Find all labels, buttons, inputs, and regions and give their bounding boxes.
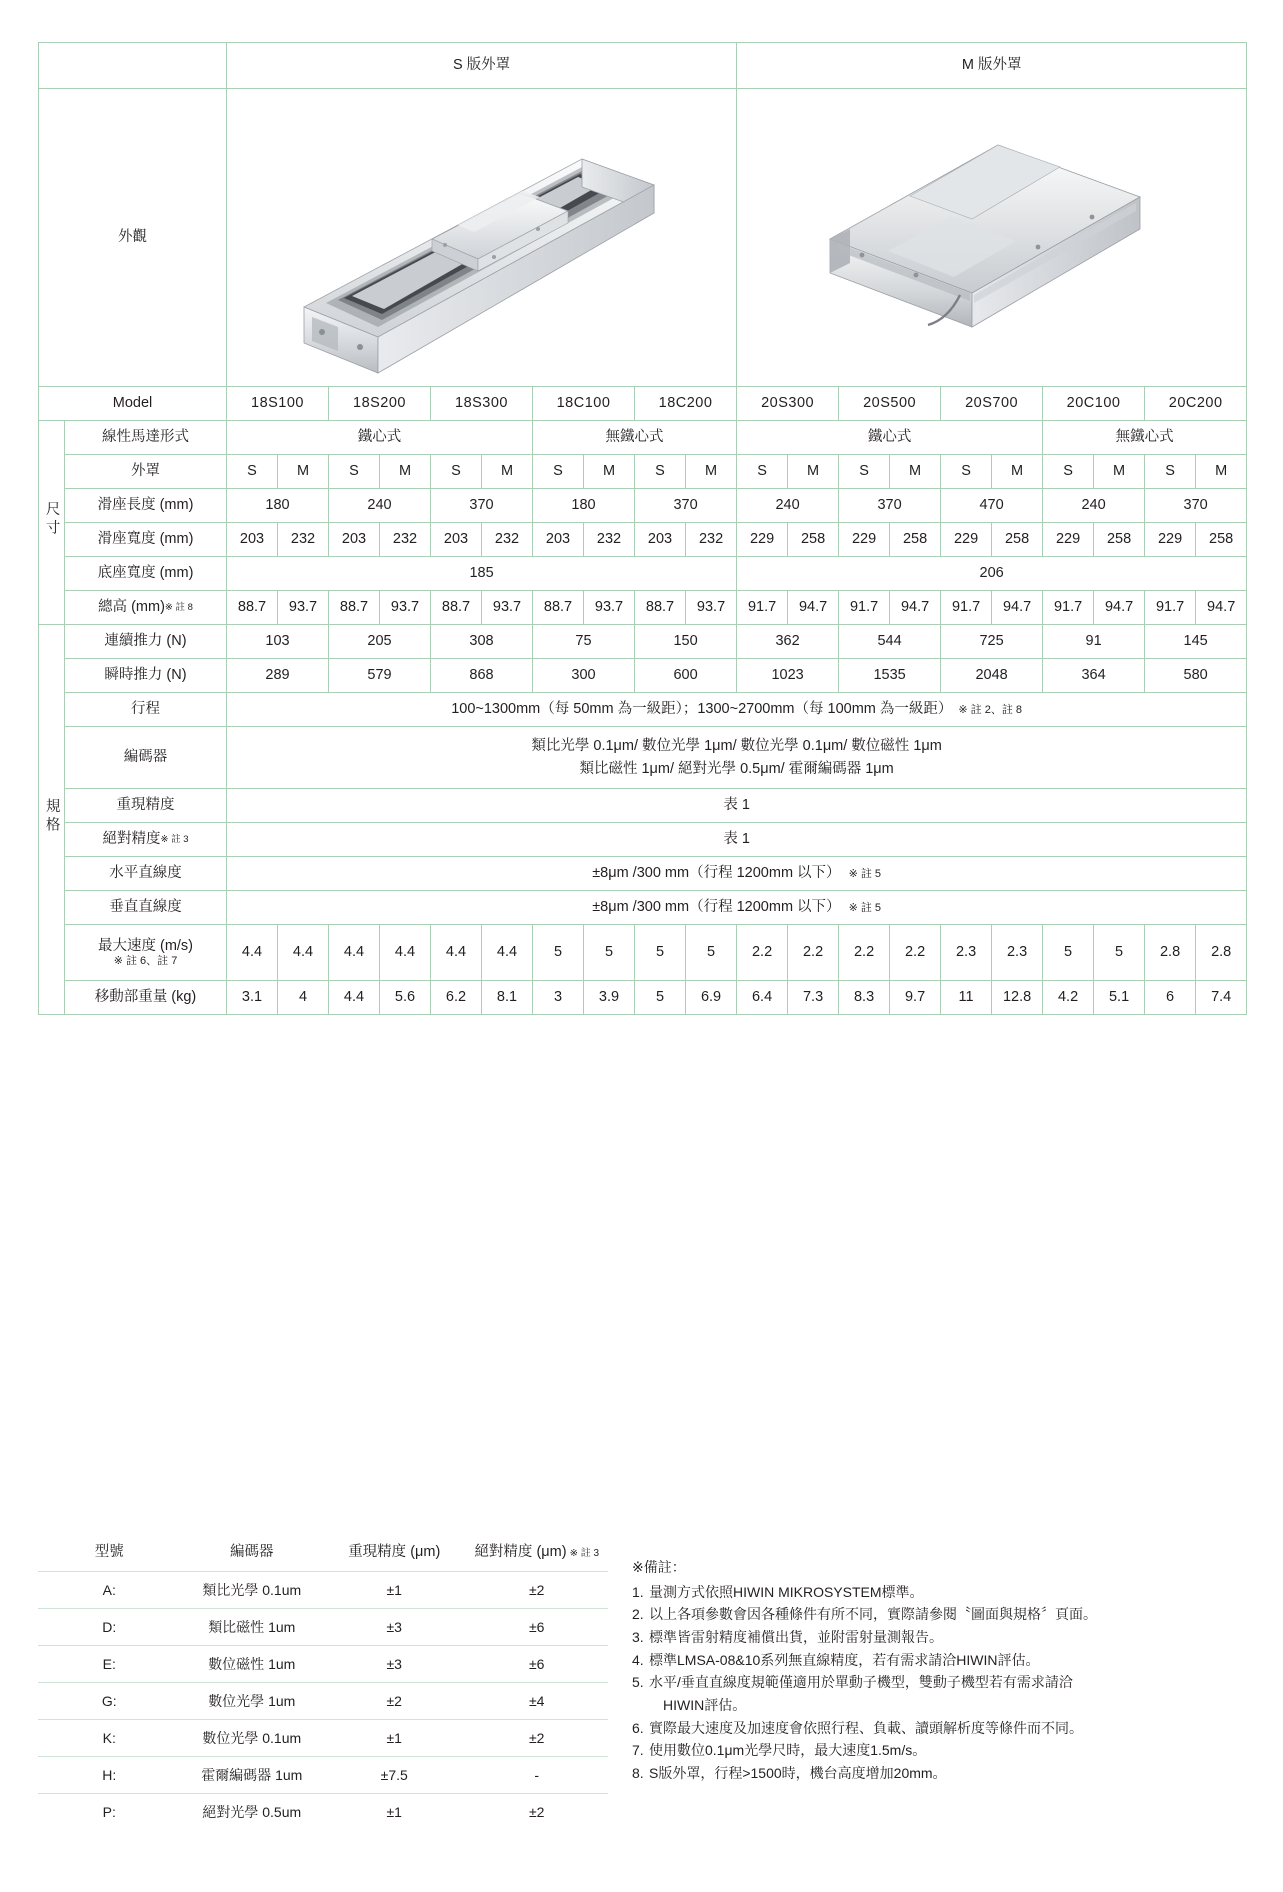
model-row	[39, 387, 1247, 421]
moving-mass-5: 8.1	[482, 981, 533, 1015]
encoder-rep-1: ±3	[386, 1619, 402, 1635]
total-height-13: 94.7	[890, 591, 941, 625]
cover-14: S	[941, 455, 992, 489]
peak-force-8: 364	[1043, 659, 1145, 693]
cover-1: M	[278, 455, 329, 489]
remark-text-3: 標準皆雷射精度補償出貨，並附雷射量測報告。	[649, 1629, 943, 1646]
remarks-title: ※備註：	[632, 1559, 686, 1575]
max-speed-17: 5	[1094, 925, 1145, 981]
horizontal-straightness-value: ±8μm /300 mm（行程 1200mm 以下）	[592, 865, 841, 882]
slider-length-5: 240	[737, 489, 839, 523]
appearance-row	[39, 89, 1247, 387]
label-slider-width: 滑座寬度 (mm)	[65, 523, 227, 557]
total-height-19: 94.7	[1196, 591, 1247, 625]
moving-mass-8: 5	[635, 981, 686, 1015]
row-slider-width	[39, 523, 1247, 557]
total-height-11: 94.7	[788, 591, 839, 625]
total-height-10: 91.7	[737, 591, 788, 625]
max-speed-13: 2.2	[890, 925, 941, 981]
encoder-row-4	[38, 1720, 608, 1757]
continuous-force-4: 150	[635, 625, 737, 659]
slider-width-0: 203	[227, 523, 278, 557]
cover-header-row	[39, 43, 1247, 89]
cover-8: S	[635, 455, 686, 489]
row-base-width	[39, 557, 1247, 591]
encoder-line-2: 類比磁性 1μm/ 絕對光學 0.5μm/ 霍爾編碼器 1μm	[579, 760, 894, 777]
moving-mass-1: 4	[278, 981, 329, 1015]
label-base-width: 底座寬度 (mm)	[65, 557, 227, 591]
encoder-name-2: 數位磁性 1um	[208, 1656, 296, 1672]
row-repeatability	[39, 789, 1247, 823]
moving-mass-15: 12.8	[992, 981, 1043, 1015]
row-continuous-force	[39, 625, 1247, 659]
row-stroke	[39, 693, 1247, 727]
m-cover-illustration	[737, 89, 1246, 386]
cover-7: M	[584, 455, 635, 489]
slider-length-2: 370	[431, 489, 533, 523]
row-vertical-straightness	[39, 891, 1247, 925]
peak-force-1: 579	[329, 659, 431, 693]
encoder-row-2	[38, 1646, 608, 1683]
slider-width-4: 203	[431, 523, 482, 557]
cover-2: S	[329, 455, 380, 489]
continuous-force-0: 103	[227, 625, 329, 659]
remark-text-2: 以上各項參數會因各種條件有所不同，實際請參閱〝圖面與規格〞頁面。	[649, 1606, 1097, 1623]
moving-mass-6: 3	[533, 981, 584, 1015]
total-height-12: 91.7	[839, 591, 890, 625]
model-7: 20S700	[941, 387, 1043, 421]
encoder-rep-4: ±1	[386, 1730, 402, 1746]
label-max-speed-text: 最大速度 (m/s)	[97, 937, 194, 954]
max-speed-6: 5	[533, 925, 584, 981]
max-speed-12: 2.2	[839, 925, 890, 981]
motor-type-3: 無鐵心式	[1043, 421, 1247, 455]
encoder-code-2: E:	[102, 1656, 116, 1672]
max-speed-19: 2.8	[1196, 925, 1247, 981]
continuous-force-2: 308	[431, 625, 533, 659]
label-accuracy-text: 絕對精度	[102, 831, 161, 848]
encoder-code-3: G:	[101, 1693, 117, 1709]
encoder-header-repeatability: 重現精度 (μm)	[348, 1544, 441, 1560]
model-4: 18C200	[635, 387, 737, 421]
cover-0: S	[227, 455, 278, 489]
appearance-image-s	[227, 89, 737, 387]
max-speed-18: 2.8	[1145, 925, 1196, 981]
total-height-8: 88.7	[635, 591, 686, 625]
total-height-17: 94.7	[1094, 591, 1145, 625]
slider-width-12: 229	[839, 523, 890, 557]
encoder-table-header-row	[38, 1532, 608, 1572]
model-8: 20C100	[1043, 387, 1145, 421]
continuous-force-5: 362	[737, 625, 839, 659]
stroke-value: 100~1300mm（每 50mm 為一級距）；1300~2700mm（每 100mm 為一級距）	[451, 701, 953, 718]
total-height-6: 88.7	[533, 591, 584, 625]
slider-length-0: 180	[227, 489, 329, 523]
row-accuracy	[39, 823, 1247, 857]
peak-force-9: 580	[1145, 659, 1247, 693]
slider-width-7: 232	[584, 523, 635, 557]
label-stroke: 行程	[65, 693, 227, 727]
encoder-row-1	[38, 1609, 608, 1646]
total-height-3: 93.7	[380, 591, 431, 625]
cover-header-s: S 版外罩	[227, 43, 737, 89]
vertical-straightness-cell	[227, 891, 1247, 925]
encoder-abs-4: ±2	[529, 1730, 545, 1746]
row-horizontal-straightness	[39, 857, 1247, 891]
total-height-18: 91.7	[1145, 591, 1196, 625]
continuous-force-6: 544	[839, 625, 941, 659]
encoder-header-accuracy-note: ※ 註 3	[569, 1548, 600, 1559]
cover-18: S	[1145, 455, 1196, 489]
remark-num-7: 7.	[632, 1742, 644, 1759]
slider-width-8: 203	[635, 523, 686, 557]
encoder-abs-6: ±2	[529, 1804, 545, 1820]
slider-width-10: 229	[737, 523, 788, 557]
remark-num-6: 6.	[632, 1719, 644, 1736]
encoder-accuracy-table	[38, 1532, 608, 1830]
vertical-straightness-note: ※ 註 5	[848, 902, 882, 915]
label-total-height-text: 總高 (mm)	[98, 599, 165, 616]
remark-text-6: 實際最大速度及加速度會依照行程、負載、讀頭解析度等條件而不同。	[649, 1719, 1083, 1736]
s-cover-svg	[282, 89, 682, 379]
stroke-note: ※ 註 2、註 8	[958, 704, 1023, 717]
slider-length-9: 370	[1145, 489, 1247, 523]
model-1: 18S200	[329, 387, 431, 421]
label-vertical-straightness: 垂直直線度	[65, 891, 227, 925]
cover-17: M	[1094, 455, 1145, 489]
slider-length-7: 470	[941, 489, 1043, 523]
peak-force-6: 1535	[839, 659, 941, 693]
moving-mass-14: 11	[941, 981, 992, 1015]
remark-text-8: S版外罩，行程>1500時，機台高度增加20mm。	[649, 1765, 947, 1782]
remark-item-4	[632, 1649, 1252, 1672]
encoder-accuracy-table-wrap	[38, 1532, 608, 1830]
remark-num-1: 1.	[632, 1583, 644, 1600]
moving-mass-16: 4.2	[1043, 981, 1094, 1015]
peak-force-7: 2048	[941, 659, 1043, 693]
label-peak-force: 瞬時推力 (N)	[65, 659, 227, 693]
model-6: 20S500	[839, 387, 941, 421]
moving-mass-2: 4.4	[329, 981, 380, 1015]
label-horizontal-straightness: 水平直線度	[65, 857, 227, 891]
total-height-9: 93.7	[686, 591, 737, 625]
encoder-header-accuracy	[466, 1532, 609, 1572]
slider-width-1: 232	[278, 523, 329, 557]
max-speed-11: 2.2	[788, 925, 839, 981]
remark-text-5: 水平/垂直直線度規範僅適用於單動子機型，雙動子機型若有需求請洽	[649, 1674, 1073, 1691]
remark-item-8	[632, 1762, 1252, 1785]
cover-15: M	[992, 455, 1043, 489]
cover-19: M	[1196, 455, 1247, 489]
row-slider-length	[39, 489, 1247, 523]
peak-force-0: 289	[227, 659, 329, 693]
encoder-rep-0: ±1	[386, 1582, 402, 1598]
continuous-force-9: 145	[1145, 625, 1247, 659]
encoder-code-1: D:	[102, 1619, 117, 1635]
encoder-rep-5: ±7.5	[380, 1767, 408, 1783]
slider-length-4: 370	[635, 489, 737, 523]
encoder-row-0	[38, 1572, 608, 1609]
remark-num-3: 3.	[632, 1629, 644, 1646]
label-motor-type: 線性馬達形式	[65, 421, 227, 455]
total-height-5: 93.7	[482, 591, 533, 625]
moving-mass-18: 6	[1145, 981, 1196, 1015]
encoder-header-name: 編碼器	[230, 1544, 274, 1560]
row-max-speed	[39, 925, 1247, 981]
label-total-height	[65, 591, 227, 625]
continuous-force-8: 91	[1043, 625, 1145, 659]
max-speed-1: 4.4	[278, 925, 329, 981]
slider-length-3: 180	[533, 489, 635, 523]
max-speed-3: 4.4	[380, 925, 431, 981]
label-repeatability: 重現精度	[65, 789, 227, 823]
row-motor-type	[39, 421, 1247, 455]
slider-width-15: 258	[992, 523, 1043, 557]
max-speed-10: 2.2	[737, 925, 788, 981]
max-speed-14: 2.3	[941, 925, 992, 981]
remark-text-5b: HIWIN評估。	[663, 1697, 747, 1714]
model-label: Model	[39, 387, 227, 421]
encoder-abs-3: ±4	[529, 1693, 545, 1709]
slider-width-5: 232	[482, 523, 533, 557]
encoder-abs-0: ±2	[529, 1582, 545, 1598]
moving-mass-9: 6.9	[686, 981, 737, 1015]
slider-width-18: 229	[1145, 523, 1196, 557]
continuous-force-7: 725	[941, 625, 1043, 659]
model-2: 18S300	[431, 387, 533, 421]
moving-mass-19: 7.4	[1196, 981, 1247, 1015]
moving-mass-7: 3.9	[584, 981, 635, 1015]
label-total-height-note: ※ 註 8	[164, 602, 193, 614]
max-speed-4: 4.4	[431, 925, 482, 981]
continuous-force-1: 205	[329, 625, 431, 659]
remark-item-3	[632, 1626, 1252, 1649]
motor-type-2: 鐵心式	[737, 421, 1043, 455]
model-3: 18C100	[533, 387, 635, 421]
moving-mass-0: 3.1	[227, 981, 278, 1015]
moving-mass-4: 6.2	[431, 981, 482, 1015]
moving-mass-17: 5.1	[1094, 981, 1145, 1015]
row-peak-force	[39, 659, 1247, 693]
encoder-rep-2: ±3	[386, 1656, 402, 1672]
row-encoder	[39, 727, 1247, 789]
label-max-speed-note: ※ 註 6、註 7	[113, 954, 178, 967]
total-height-14: 91.7	[941, 591, 992, 625]
slider-length-8: 240	[1043, 489, 1145, 523]
max-speed-0: 4.4	[227, 925, 278, 981]
label-accuracy-note: ※ 註 3	[160, 834, 189, 846]
total-height-4: 88.7	[431, 591, 482, 625]
encoder-abs-2: ±6	[529, 1656, 545, 1672]
remark-item-2	[632, 1603, 1252, 1626]
slider-width-2: 203	[329, 523, 380, 557]
specification-table	[38, 42, 1247, 1015]
slider-width-14: 229	[941, 523, 992, 557]
cover-header-blank	[39, 43, 227, 89]
encoder-name-4: 數位光學 0.1um	[202, 1730, 302, 1746]
moving-mass-3: 5.6	[380, 981, 431, 1015]
horizontal-straightness-note: ※ 註 5	[848, 868, 882, 881]
label-encoder: 編碼器	[65, 727, 227, 789]
slider-width-17: 258	[1094, 523, 1145, 557]
slider-width-16: 229	[1043, 523, 1094, 557]
cover-16: S	[1043, 455, 1094, 489]
encoder-header-accuracy-text: 絕對精度 (μm)	[474, 1544, 567, 1560]
model-9: 20C200	[1145, 387, 1247, 421]
peak-force-4: 600	[635, 659, 737, 693]
remark-text-4: 標準LMSA-08&10系列無直線精度，若有需求請洽HIWIN評估。	[649, 1651, 1040, 1668]
row-cover	[39, 455, 1247, 489]
remark-item-5	[632, 1671, 1252, 1716]
cover-6: S	[533, 455, 584, 489]
label-max-speed	[65, 925, 227, 981]
remark-num-4: 4.	[632, 1651, 644, 1668]
total-height-0: 88.7	[227, 591, 278, 625]
m-cover-svg	[792, 89, 1192, 379]
cover-header-m: M 版外罩	[737, 43, 1247, 89]
slider-width-13: 258	[890, 523, 941, 557]
encoder-code-0: A:	[102, 1582, 116, 1598]
remark-item-1	[632, 1581, 1252, 1604]
appearance-image-m	[737, 89, 1247, 387]
label-slider-length: 滑座長度 (mm)	[65, 489, 227, 523]
motor-type-1: 無鐵心式	[533, 421, 737, 455]
horizontal-straightness-cell	[227, 857, 1247, 891]
slider-length-6: 370	[839, 489, 941, 523]
slider-width-6: 203	[533, 523, 584, 557]
model-0: 18S100	[227, 387, 329, 421]
vertical-straightness-value: ±8μm /300 mm（行程 1200mm 以下）	[592, 899, 841, 916]
motor-type-0: 鐵心式	[227, 421, 533, 455]
remark-num-2: 2.	[632, 1606, 644, 1623]
remark-item-6	[632, 1717, 1252, 1740]
encoder-name-1: 類比磁性 1um	[208, 1619, 296, 1635]
encoder-code-5: H:	[102, 1767, 117, 1783]
side-category-dimension	[39, 421, 65, 625]
slider-width-9: 232	[686, 523, 737, 557]
side-category-spec	[39, 625, 65, 1015]
encoder-line-1: 類比光學 0.1μm/ 數位光學 1μm/ 數位光學 0.1μm/ 數位磁性 1μm	[531, 738, 942, 755]
total-height-2: 88.7	[329, 591, 380, 625]
cover-3: M	[380, 455, 431, 489]
encoder-code-6: P:	[102, 1804, 116, 1820]
cover-13: M	[890, 455, 941, 489]
moving-mass-12: 8.3	[839, 981, 890, 1015]
encoder-name-3: 數位光學 1um	[208, 1693, 296, 1709]
remarks-block	[632, 1556, 1252, 1785]
cover-12: S	[839, 455, 890, 489]
encoder-value-cell	[227, 727, 1247, 789]
peak-force-3: 300	[533, 659, 635, 693]
max-speed-15: 2.3	[992, 925, 1043, 981]
encoder-rep-3: ±2	[386, 1693, 402, 1709]
appearance-label: 外觀	[39, 89, 227, 387]
peak-force-2: 868	[431, 659, 533, 693]
cover-9: M	[686, 455, 737, 489]
label-continuous-force: 連續推力 (N)	[65, 625, 227, 659]
label-cover: 外罩	[65, 455, 227, 489]
encoder-abs-5: -	[534, 1767, 540, 1783]
max-speed-5: 4.4	[482, 925, 533, 981]
slider-length-1: 240	[329, 489, 431, 523]
stroke-value-cell	[227, 693, 1247, 727]
cover-4: S	[431, 455, 482, 489]
accuracy-value: 表 1	[227, 823, 1247, 857]
moving-mass-13: 9.7	[890, 981, 941, 1015]
repeatability-value: 表 1	[227, 789, 1247, 823]
remark-item-7	[632, 1739, 1252, 1762]
remark-num-8: 8.	[632, 1765, 644, 1782]
encoder-name-5: 霍爾編碼器 1um	[201, 1767, 303, 1783]
total-height-15: 94.7	[992, 591, 1043, 625]
encoder-row-6	[38, 1794, 608, 1831]
s-cover-illustration	[227, 89, 736, 386]
encoder-rep-6: ±1	[386, 1804, 402, 1820]
base-width-1: 206	[737, 557, 1247, 591]
cover-5: M	[482, 455, 533, 489]
max-speed-7: 5	[584, 925, 635, 981]
side-category-spec-label: 規格	[43, 798, 60, 836]
max-speed-2: 4.4	[329, 925, 380, 981]
encoder-name-6: 絕對光學 0.5um	[202, 1804, 302, 1820]
max-speed-16: 5	[1043, 925, 1094, 981]
model-5: 20S300	[737, 387, 839, 421]
moving-mass-11: 7.3	[788, 981, 839, 1015]
label-moving-mass: 移動部重量 (kg)	[65, 981, 227, 1015]
continuous-force-3: 75	[533, 625, 635, 659]
encoder-code-4: K:	[102, 1730, 116, 1746]
max-speed-8: 5	[635, 925, 686, 981]
total-height-1: 93.7	[278, 591, 329, 625]
row-total-height	[39, 591, 1247, 625]
peak-force-5: 1023	[737, 659, 839, 693]
total-height-16: 91.7	[1043, 591, 1094, 625]
encoder-row-5	[38, 1757, 608, 1794]
moving-mass-10: 6.4	[737, 981, 788, 1015]
remark-text-7: 使用數位0.1μm光學尺時，最大速度1.5m/s。	[649, 1742, 927, 1759]
base-width-0: 185	[227, 557, 737, 591]
encoder-row-3	[38, 1683, 608, 1720]
encoder-abs-1: ±6	[529, 1619, 545, 1635]
cover-11: M	[788, 455, 839, 489]
remark-num-5: 5.	[632, 1674, 644, 1691]
encoder-name-0: 類比光學 0.1um	[202, 1582, 302, 1598]
slider-width-11: 258	[788, 523, 839, 557]
encoder-header-code: 型號	[94, 1544, 124, 1560]
total-height-7: 93.7	[584, 591, 635, 625]
label-accuracy	[65, 823, 227, 857]
side-category-dimension-label: 尺寸	[43, 501, 60, 539]
remarks-list	[632, 1581, 1252, 1785]
row-moving-mass	[39, 981, 1247, 1015]
max-speed-9: 5	[686, 925, 737, 981]
slider-width-3: 232	[380, 523, 431, 557]
remark-text-1: 量測方式依照HIWIN MIKROSYSTEM標準。	[649, 1583, 924, 1600]
cover-10: S	[737, 455, 788, 489]
slider-width-19: 258	[1196, 523, 1247, 557]
